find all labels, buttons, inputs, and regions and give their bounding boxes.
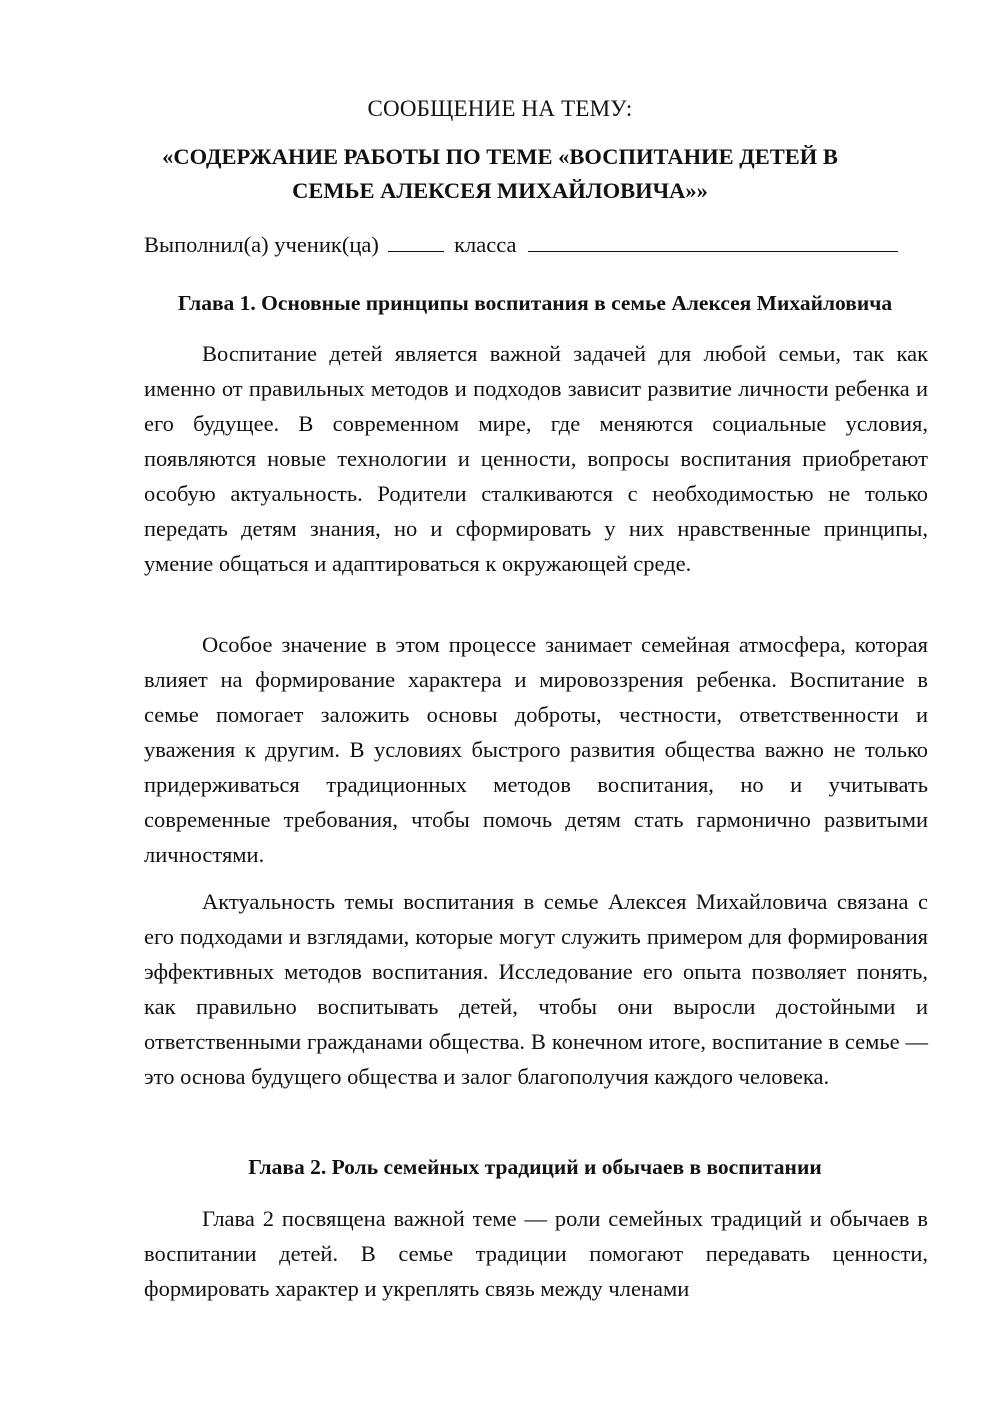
chapter-2-heading: Глава 2. Роль семейных традиций и обычаев в воспитании <box>248 1155 822 1179</box>
author-line <box>144 228 934 262</box>
class-number-blank <box>388 229 444 252</box>
chapter-1-heading: Глава 1. Основные принципы воспитания в семье Алексея Михайловича <box>177 291 893 315</box>
document-subject: СООБЩЕНИЕ НА ТЕМУ: <box>367 96 633 121</box>
author-name-blank <box>528 229 898 252</box>
document-title <box>0 140 1000 208</box>
document-title-line-1: «СОДЕРЖАНИЕ РАБОТЫ ПО ТЕМЕ «ВОСПИТАНИЕ ДЕТЕЙ В <box>162 144 838 169</box>
author-prefix: Выполнил(а) ученик(ца) <box>144 232 379 257</box>
document-title-line-2: СЕМЬЕ АЛЕКСЕЯ МИХАЙЛОВИЧА»» <box>292 178 708 203</box>
author-class-label: класса <box>454 232 517 257</box>
chapter-1-paragraph: Актуальность темы воспитания в семье Алексея Михайловича связана с его подходами и взглядами, которые могут служить примером для формирования эффективных методов воспитания. Исследование его опыта позволяет понять, как правильно воспитывать детей, чтобы они выросли достойными и ответственными гражданами общества. В конечном итоге, воспитание в семье — это основа будущего общества и залог благополучия каждого человека. <box>144 889 928 1089</box>
chapter-1-paragraph: Особое значение в этом процессе занимает семейная атмосфера, которая влияет на формирование характера и мировоззрения ребенка. Воспитание в семье помогает заложить основы доброты, честности, ответственности и уважения к другим. В условиях быстрого развития общества важно не только придерживаться традиционных методов воспитания, но и учитывать современные требования, чтобы помочь детям стать гармонично развитыми личностями. <box>144 632 928 867</box>
chapter-2-paragraph: Глава 2 посвящена важной теме — роли семейных традиций и обычаев в воспитании детей. В семье традиции помогают передавать ценности, формировать характер и укреплять связь между членами <box>144 1206 928 1301</box>
chapter-1-paragraph: Воспитание детей является важной задачей для любой семьи, так как именно от правильных методов и подходов зависит развитие личности ребенка и его будущее. В современном мире, где меняются социальные условия, появляются новые технологии и ценности, вопросы воспитания приобретают особую актуальность. Родители сталкиваются с необходимостью не только передать детям знания, но и сформировать у них нравственные принципы, умение общаться и адаптироваться к окружающей среде. <box>144 341 928 576</box>
